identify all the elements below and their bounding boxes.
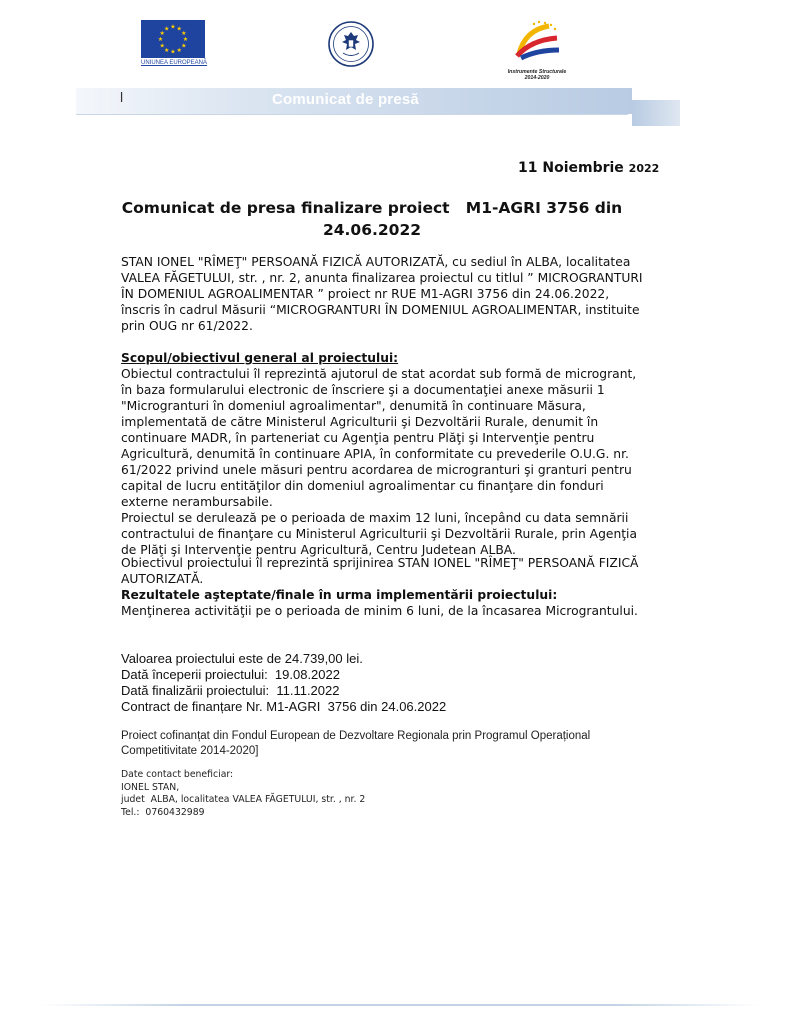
- eu-logo-label: UNIUNEA EUROPEANĂ: [141, 60, 208, 66]
- page-title-line2: 24.06.2022: [322, 221, 422, 239]
- scope-heading: Scopul/obiectivul general al proiectului:: [121, 351, 399, 365]
- cofinancing-note: Proiect cofinanțat din Fondul European de Dezvoltare Regionala prin Programul Operațional Competitivitate 2014-2020]: [121, 730, 591, 757]
- results-paragraph: Menţinerea activităţii pe o perioada de minim 6 luni, de la încasarea Micrograntului.: [121, 604, 638, 618]
- romanian-government-emblem-icon: [327, 20, 375, 68]
- eu-star-icon: ★: [170, 48, 176, 56]
- footer-divider: [40, 1004, 760, 1006]
- eu-star-icon: ★: [181, 29, 187, 37]
- page-title: [112, 197, 632, 241]
- eu-star-icon: ★: [182, 36, 189, 44]
- eu-flag-icon: [141, 20, 205, 58]
- results-heading: Rezultatele aşteptate/finale în urma implementării proiectului:: [121, 588, 558, 602]
- scope-paragraph-2: Proiectul se derulează pe o perioada de maxim 12 luni, începând cu data semnării contractului de finanţare cu Ministerul Agriculturii şi Dezvoltării Rurale, prin Agenţia de Plăţi şi Intervenţie pentru Agricultură, Centru Judetean ALBA.: [121, 511, 638, 557]
- banner-title: Comunicat de presă: [272, 91, 419, 108]
- contact-address: judet ALBA, localitatea VALEA FĂGETULUI, str. , nr. 2: [121, 794, 366, 805]
- release-date-year: 2022: [628, 162, 660, 175]
- structural-instruments-logo: [505, 16, 569, 86]
- project-value: Valoarea proiectului este de 24.739,00 lei.: [121, 651, 363, 666]
- eu-star-icon: ★: [164, 47, 170, 55]
- release-date-day-month: 11 Noiembrie: [518, 160, 624, 176]
- contact-phone: Tel.: 0760432989: [121, 806, 205, 818]
- intro-paragraph: STAN IONEL "RÎMEŢ" PERSOANĂ FIZICĂ AUTORIZATĂ, cu sediul în ALBA, localitatea VALEA FĂGETULUI, str. , nr. 2, anunta finalizarea proiectul cu titlul ” MICROGRANTURI ÎN DOMENIUL AGROALIMENTAR ” proiect nr RUE M1-AGRI 3756 din 24.06.2022, înscris în cadrul Măsurii “MICROGRANTURI ÎN DOMENIUL AGROALIMENTAR, instituite prin OUG nr 61/2022.: [121, 255, 643, 333]
- eu-star-icon: ★: [159, 29, 165, 37]
- structural-instruments-label: Instrumente Structurale 2014-2020: [507, 69, 567, 82]
- release-date: [518, 160, 659, 176]
- banner-mark: l: [120, 89, 124, 105]
- scope-section: [121, 366, 651, 558]
- contact-heading: Date contact beneficiar:: [121, 769, 234, 780]
- finance-details: [121, 651, 446, 715]
- structural-instruments-icon: [505, 16, 569, 64]
- beneficiary-contact: [121, 769, 365, 819]
- project-end-date: Dată finalizării proiectului: 11.11.2022: [121, 683, 340, 698]
- banner-divider: [76, 114, 628, 115]
- eu-logo: [141, 20, 208, 68]
- page-title-line1: Comunicat de presa finalizare proiect M1-AGRI 3756 din: [121, 199, 623, 217]
- press-release-banner: [76, 88, 680, 126]
- scope-paragraph-1: Obiectul contractului îl reprezintă ajutorul de stat acordat sub formă de microgrant, în baza formularului electronic de înscriere şi a documentaţiei anexe măsurii 1 "Microgranturi în domeniul agroalimentar", denumită în continuare Măsura, implementată de către Ministerul Agriculturii şi Dezvoltării Rurale, denumit în continuare MADR, în parteneriat cu Agenţia pentru Plăţi şi Intervenţie pentru Agricultură, denumită în continuare APIA, în conformitate cu prevederile O.U.G. nr. 61/2022 privind unele măsuri pentru acordarea de microgranturi şi granturi pentru capital de lucru entităţilor din domeniul agroalimentar cu finanţare din fonduri externe nerambursabile.: [121, 367, 637, 509]
- eu-star-icon: ★: [181, 42, 187, 50]
- contact-name: IONEL STAN,: [121, 781, 180, 793]
- eu-star-icon: ★: [176, 47, 182, 55]
- eu-star-icon: ★: [164, 25, 170, 33]
- eu-star-icon: ★: [157, 36, 164, 44]
- project-start-date: Dată începerii proiectului: 19.08.2022: [121, 667, 340, 682]
- objective-paragraph: Obiectivul proiectului îl reprezintă sprijinirea STAN IONEL "RÎMEŢ" PERSOANĂ FIZICĂ AUTORIZATĂ.: [121, 556, 639, 586]
- eu-star-icon: ★: [159, 42, 165, 50]
- eu-star-icon: ★: [176, 25, 182, 33]
- financing-contract: Contract de finanțare Nr. M1-AGRI 3756 din 24.06.2022: [121, 699, 447, 714]
- banner-tail: [632, 100, 680, 126]
- eu-star-icon: ★: [170, 23, 176, 31]
